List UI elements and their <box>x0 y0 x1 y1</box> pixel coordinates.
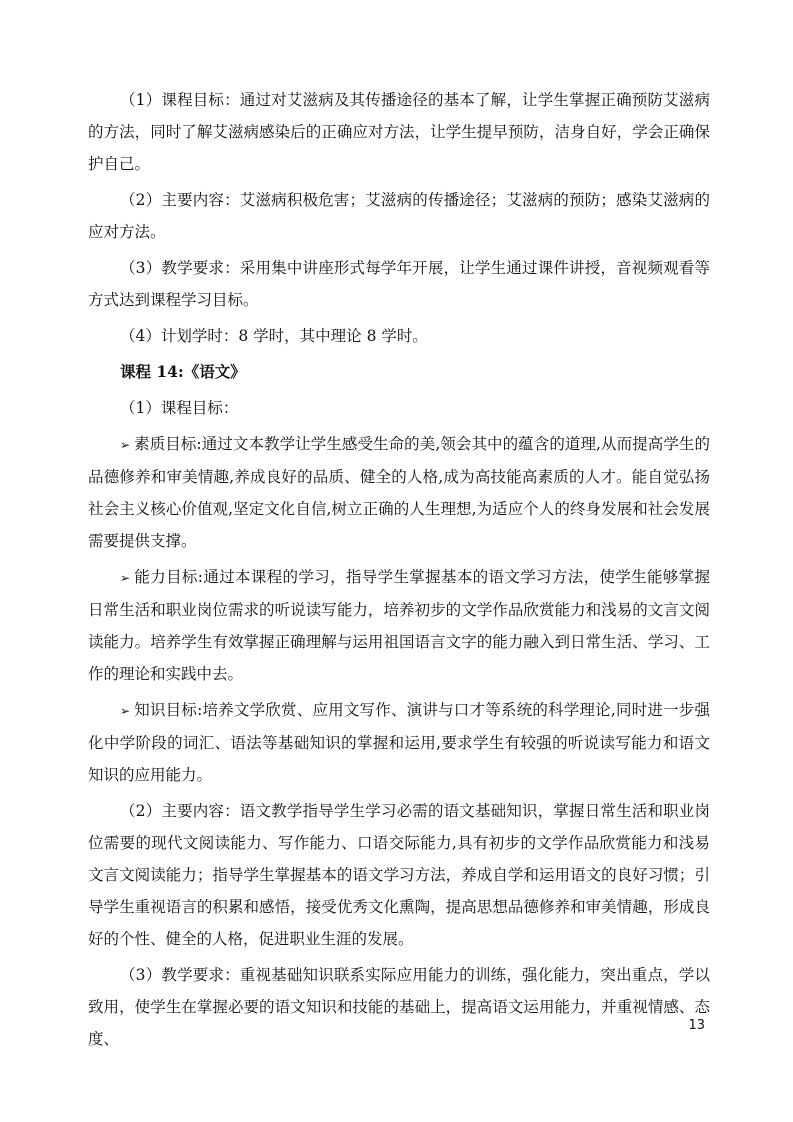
page-number: 13 <box>688 1018 705 1033</box>
paragraph-aids-course-goal: （1）课程目标：通过对艾滋病及其传播途径的基本了解，让学生掌握正确预防艾滋病的方法，同时了解艾滋病感染后的正确应对方法，让学生提早预防，洁身自好，学会正确保护自己。 <box>88 91 710 173</box>
document-body <box>88 84 710 1059</box>
paragraph-chinese-main-content: （2）主要内容：语文教学指导学生学习必需的语文基础知识，掌握日常生活和职业岗位需要的现代文阅读能力、写作能力、口语交际能力,具有初步的文学作品欣赏能力和浅易文言文阅读能力；指导学生掌握基本的语文学习方法，养成自学和运用语文的良好习惯；引导学生重视语言的积累和感悟，接受优秀文化熏陶，提高思想品德修养和审美情趣，形成良好的个性、健全的人格，促进职业生涯的发展。 <box>88 802 710 948</box>
paragraph-chinese-teaching-requirements: （3）教学要求：重视基础知识联系实际应用能力的训练，强化能力，突出重点，学以致用，使学生在掌握必要的语文知识和技能的基础上，提高语文运用能力，并重视情感、态度、 <box>88 966 710 1048</box>
paragraph-aids-main-content: （2）主要内容：艾滋病积极危害；艾滋病的传播途径；艾滋病的预防；感染艾滋病的应对方法。 <box>88 191 710 241</box>
arrow-bullet-icon: ➢ <box>120 571 131 585</box>
bullet-ability-goal-text: 能力目标:通过本课程的学习，指导学生掌握基本的语文学习方法，使学生能够掌握日常生活和职业岗位需求的听说读写能力，培养初步的文学作品欣赏能力和浅易的文言文阅读能力。培养学生有效掌握正确理解与运用祖国语言文字的能力融入到日常生活、学习、工作的理论和实践中去。 <box>88 568 710 683</box>
bullet-knowledge-goal-text: 知识目标:培养文学欣赏、应用文写作、演讲与口才等系统的科学理论,同时进一步强化中学阶段的词汇、语法等基础知识的掌握和运用,要求学生有较强的听说读写能力和语文知识的应用能力。 <box>88 701 710 784</box>
bullet-quality-goal <box>88 428 710 557</box>
paragraph-aids-planned-hours: （4）计划学时：8 学时，其中理论 8 学时。 <box>120 327 428 345</box>
paragraph-aids-teaching-requirements: （3）教学要求：采用集中讲座形式每学年开展，让学生通过课件讲授，音视频观看等方式达到课程学习目标。 <box>88 259 710 309</box>
bullet-ability-goal <box>88 561 710 690</box>
bullet-knowledge-goal <box>88 694 710 791</box>
course-heading: 课程 14:《语文》 <box>120 362 246 381</box>
arrow-bullet-icon: ➢ <box>120 438 131 452</box>
bullet-quality-goal-text: 素质目标:通过文本教学让学生感受生命的美,领会其中的蕴含的道理,从而提高学生的品德修养和审美情趣,养成良好的品质、健全的人格,成为高技能高素质的人才。能自觉弘扬社会主义核心价值观,坚定文化自信,树立正确的人生理想,为适应个人的终身发展和社会发展需要提供支撑。 <box>88 435 710 550</box>
paragraph-chinese-course-goal: （1）课程目标： <box>120 399 239 417</box>
arrow-bullet-icon: ➢ <box>120 704 131 718</box>
